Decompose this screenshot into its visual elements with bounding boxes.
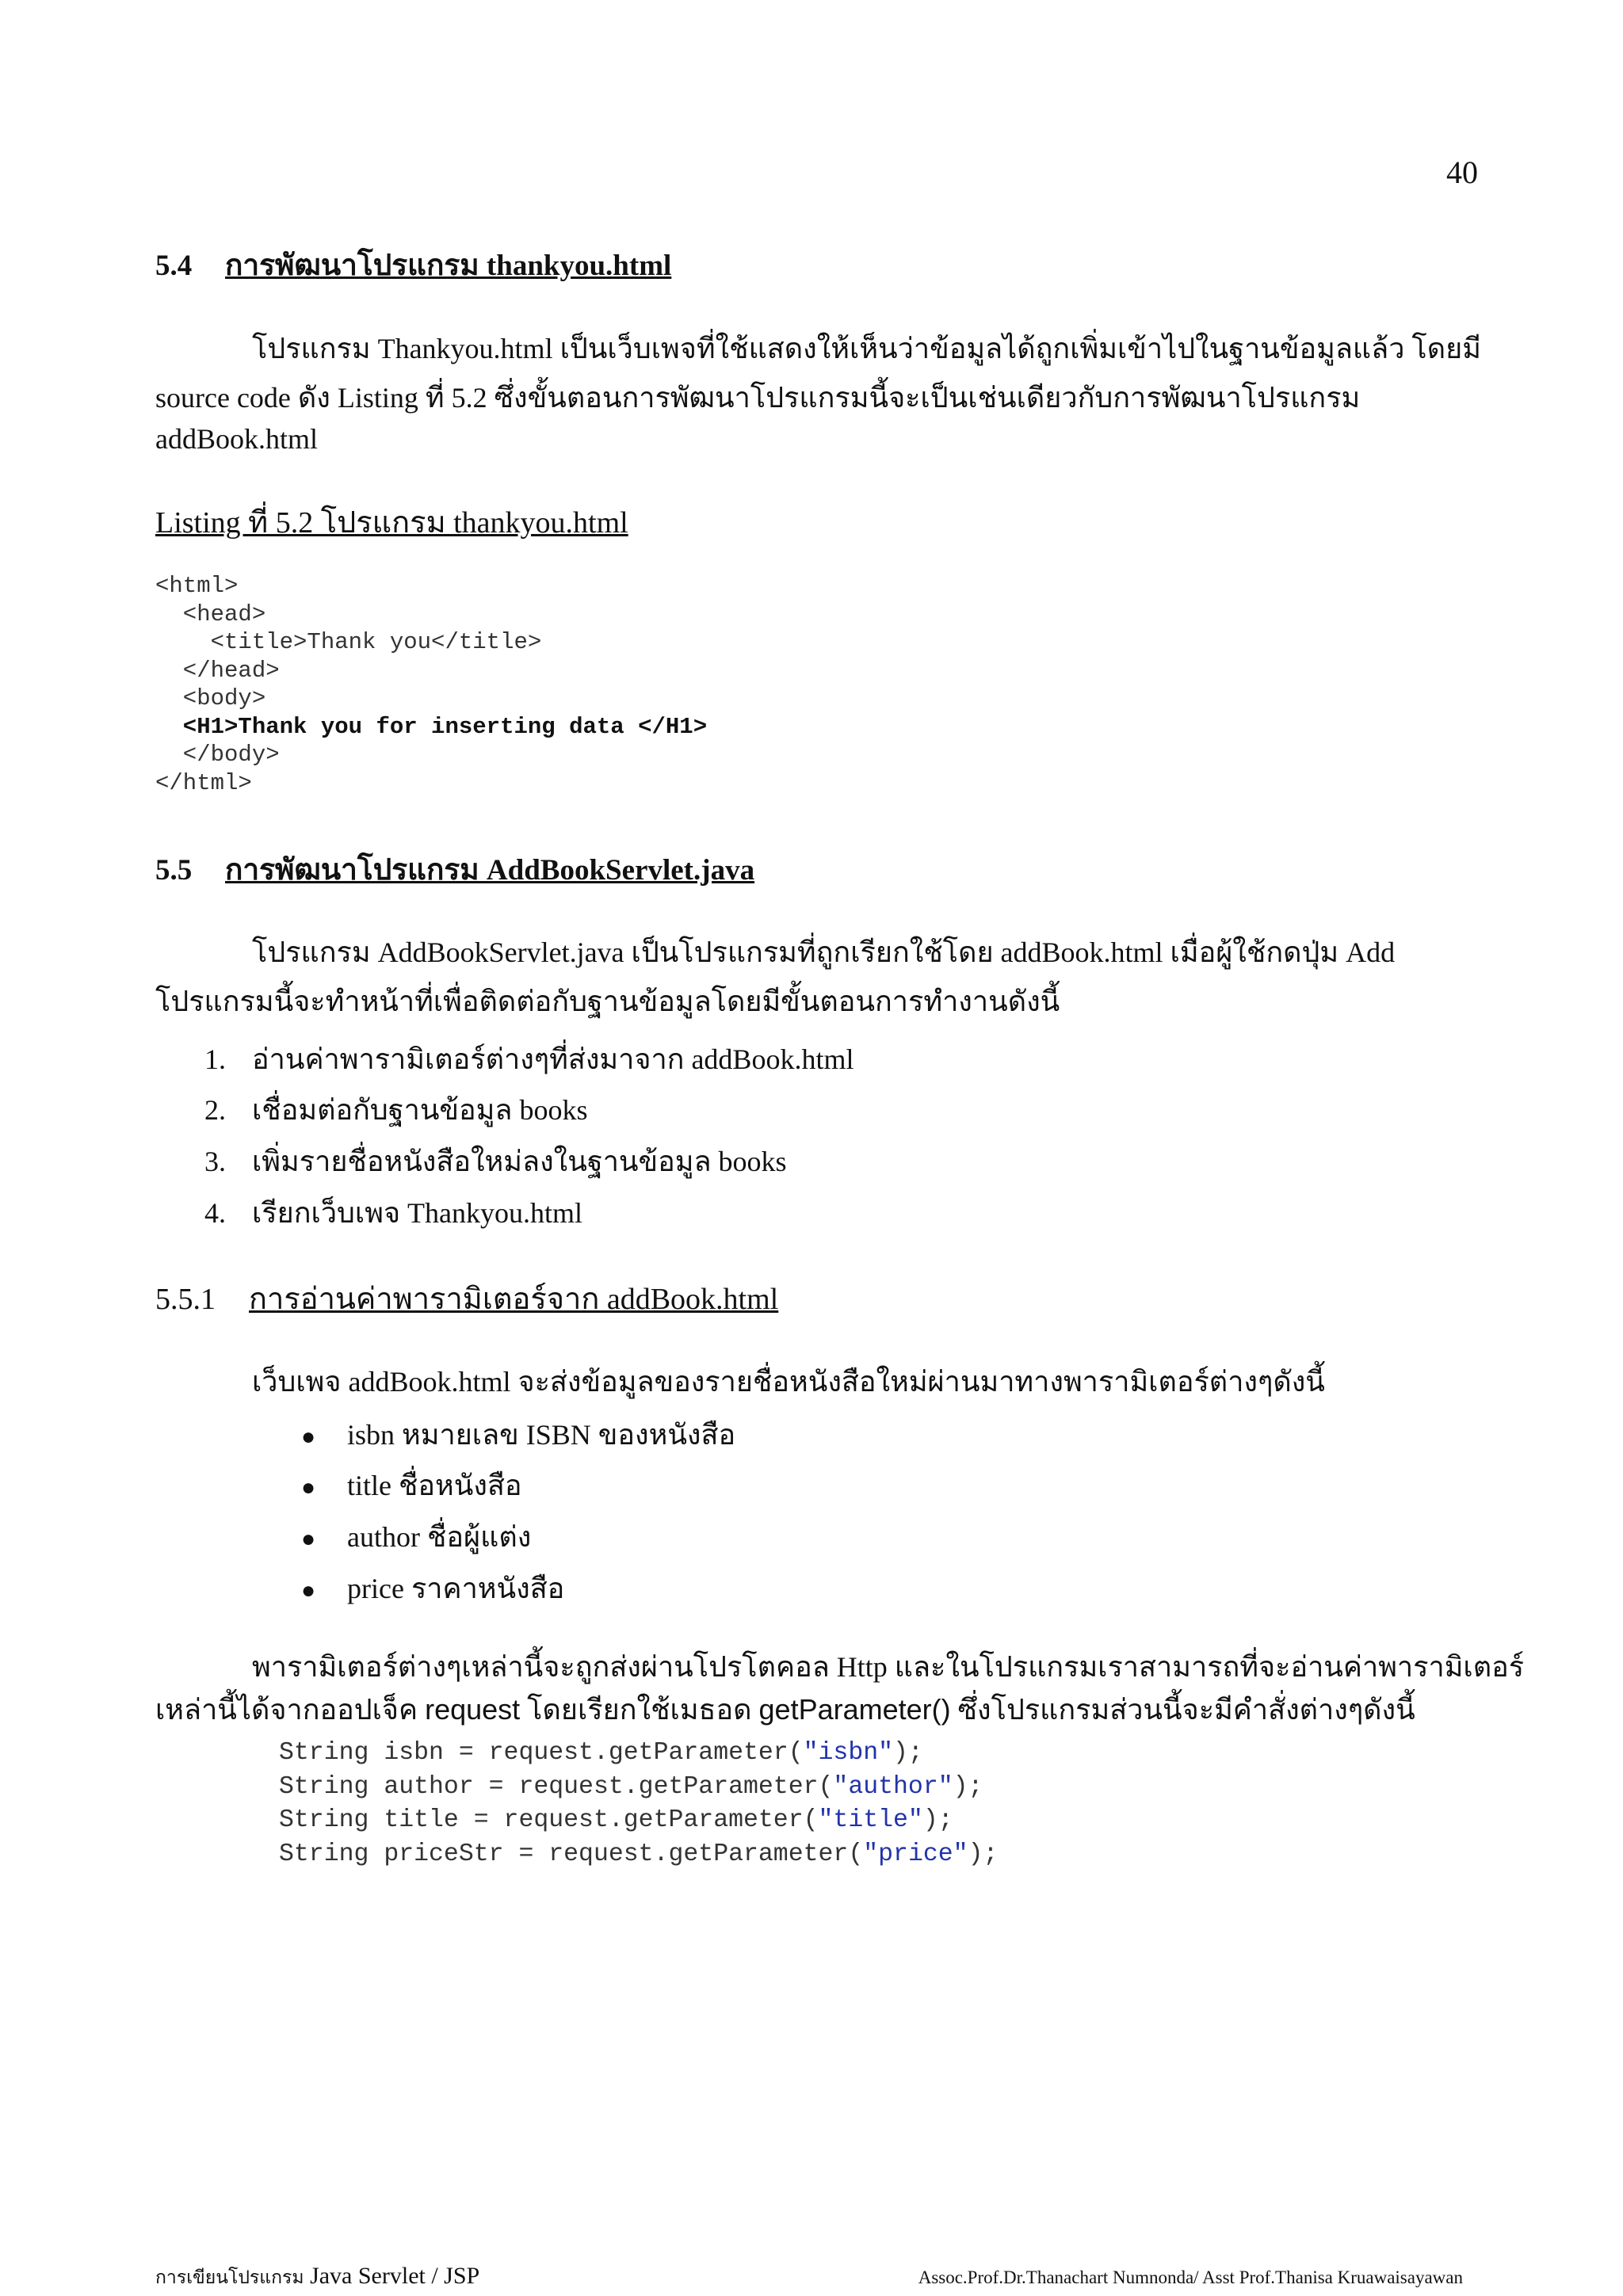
code-line: </head> bbox=[155, 657, 280, 684]
code-line: String isbn = request.getParameter("isbn"); bbox=[279, 1739, 923, 1767]
section-5-5-1-heading bbox=[155, 1274, 778, 1322]
footer-left: การเขียนโปรแกรม Java Servlet / JSP bbox=[155, 2263, 480, 2289]
bullet-item: ● title ชื่อหนังสือ bbox=[301, 1470, 522, 1501]
section-5-4-para-line2: source code ดัง Listing ที่ 5.2 ซึ่งขั้นตอนการพัฒนาโปรแกรมนี้จะเป็นเช่นเดียวกับการพัฒนาโปรแกรม bbox=[155, 382, 1361, 414]
bullet-item: ● author ชื่อผู้แต่ง bbox=[301, 1521, 532, 1553]
section-number: 5.4 bbox=[155, 250, 193, 282]
section-5-4-para-line3: addBook.html bbox=[155, 423, 318, 455]
section-5-5-para-line2: โปรแกรมนี้จะทำหน้าที่เพื่อติดต่อกับฐานข้อมูลโดยมีขั้นตอนการทำงานดังนี้ bbox=[155, 986, 1060, 1017]
code-line: String author = request.getParameter("author"); bbox=[279, 1772, 983, 1801]
section-5-5-heading bbox=[155, 846, 754, 893]
bullet-item: ● price ราคาหนังสือ bbox=[301, 1573, 565, 1604]
list-item: 3. เพิ่มรายชื่อหนังสือใหม่ลงในฐานข้อมูล books bbox=[204, 1146, 787, 1177]
list-item: 2. เชื่อมต่อกับฐานข้อมูล books bbox=[204, 1094, 588, 1126]
section-title: การพัฒนาโปรแกรม AddBookServlet.java bbox=[225, 854, 755, 887]
section-number: 5.5.1 bbox=[155, 1283, 216, 1316]
code-line: <title>Thank you</title> bbox=[155, 629, 542, 655]
bullet-item: ● isbn หมายเลข ISBN ของหนังสือ bbox=[301, 1419, 736, 1451]
code-line: <H1>Thank you for inserting data </H1> bbox=[155, 713, 708, 740]
code-line: </body> bbox=[155, 742, 280, 768]
listing-code-block bbox=[155, 572, 707, 797]
list-item: 4. เรียกเว็บเพจ Thankyou.html bbox=[204, 1197, 583, 1229]
listing-caption: Listing ที่ 5.2 โปรแกรม thankyou.html bbox=[155, 506, 628, 540]
code-line: </html> bbox=[155, 769, 252, 796]
section-title: การพัฒนาโปรแกรม thankyou.html bbox=[225, 250, 672, 282]
code-line: String priceStr = request.getParameter("price"); bbox=[279, 1840, 999, 1868]
section-5-5-1-para2-line2: เหล่านี้ได้จากออปเจ็ค request โดยเรียกใช้เมธอด getParameter() ซึ่งโปรแกรมส่วนนี้จะมีคำสั่งต่างๆดังนี้ bbox=[155, 1693, 1415, 1726]
section-5-5-1-para2-line1: พารามิเตอร์ต่างๆเหล่านี้จะถูกส่งผ่านโปรโตคอล Http และในโปรแกรมเราสามารถที่จะอ่านค่าพารามิเตอร์ bbox=[252, 1651, 1525, 1683]
page-number: 40 bbox=[1446, 154, 1478, 190]
section-number: 5.5 bbox=[155, 854, 193, 887]
section-5-4-para-line1: โปรแกรม Thankyou.html เป็นเว็บเพจที่ใช้แสดงให้เห็นว่าข้อมูลได้ถูกเพิ่มเข้าไปในฐานข้อมูลแล้ว โดยมี bbox=[252, 333, 1481, 364]
list-item: 1. อ่านค่าพารามิเตอร์ต่างๆที่ส่งมาจาก addBook.html bbox=[204, 1043, 854, 1075]
footer-right: Assoc.Prof.Dr.Thanachart Numnonda/ Asst Prof.Thanisa Kruawaisayawan bbox=[918, 2267, 1463, 2287]
code-line: <head> bbox=[155, 601, 266, 627]
code-line: String title = request.getParameter("title"); bbox=[279, 1806, 953, 1834]
section-5-5-1-para: เว็บเพจ addBook.html จะส่งข้อมูลของรายชื่อหนังสือใหม่ผ่านมาทางพารามิเตอร์ต่างๆดังนี้ bbox=[252, 1366, 1325, 1398]
get-parameter-code-block bbox=[279, 1737, 998, 1871]
code-line: <html> bbox=[155, 573, 239, 599]
section-5-5-para-line1: โปรแกรม AddBookServlet.java เป็นโปรแกรมที่ถูกเรียกใช้โดย addBook.html เมื่อผู้ใช้กดปุ่ม Add bbox=[252, 936, 1396, 968]
code-line: <body> bbox=[155, 685, 266, 711]
section-title: การอ่านค่าพารามิเตอร์จาก addBook.html bbox=[249, 1283, 779, 1316]
section-5-4-heading bbox=[155, 242, 671, 288]
